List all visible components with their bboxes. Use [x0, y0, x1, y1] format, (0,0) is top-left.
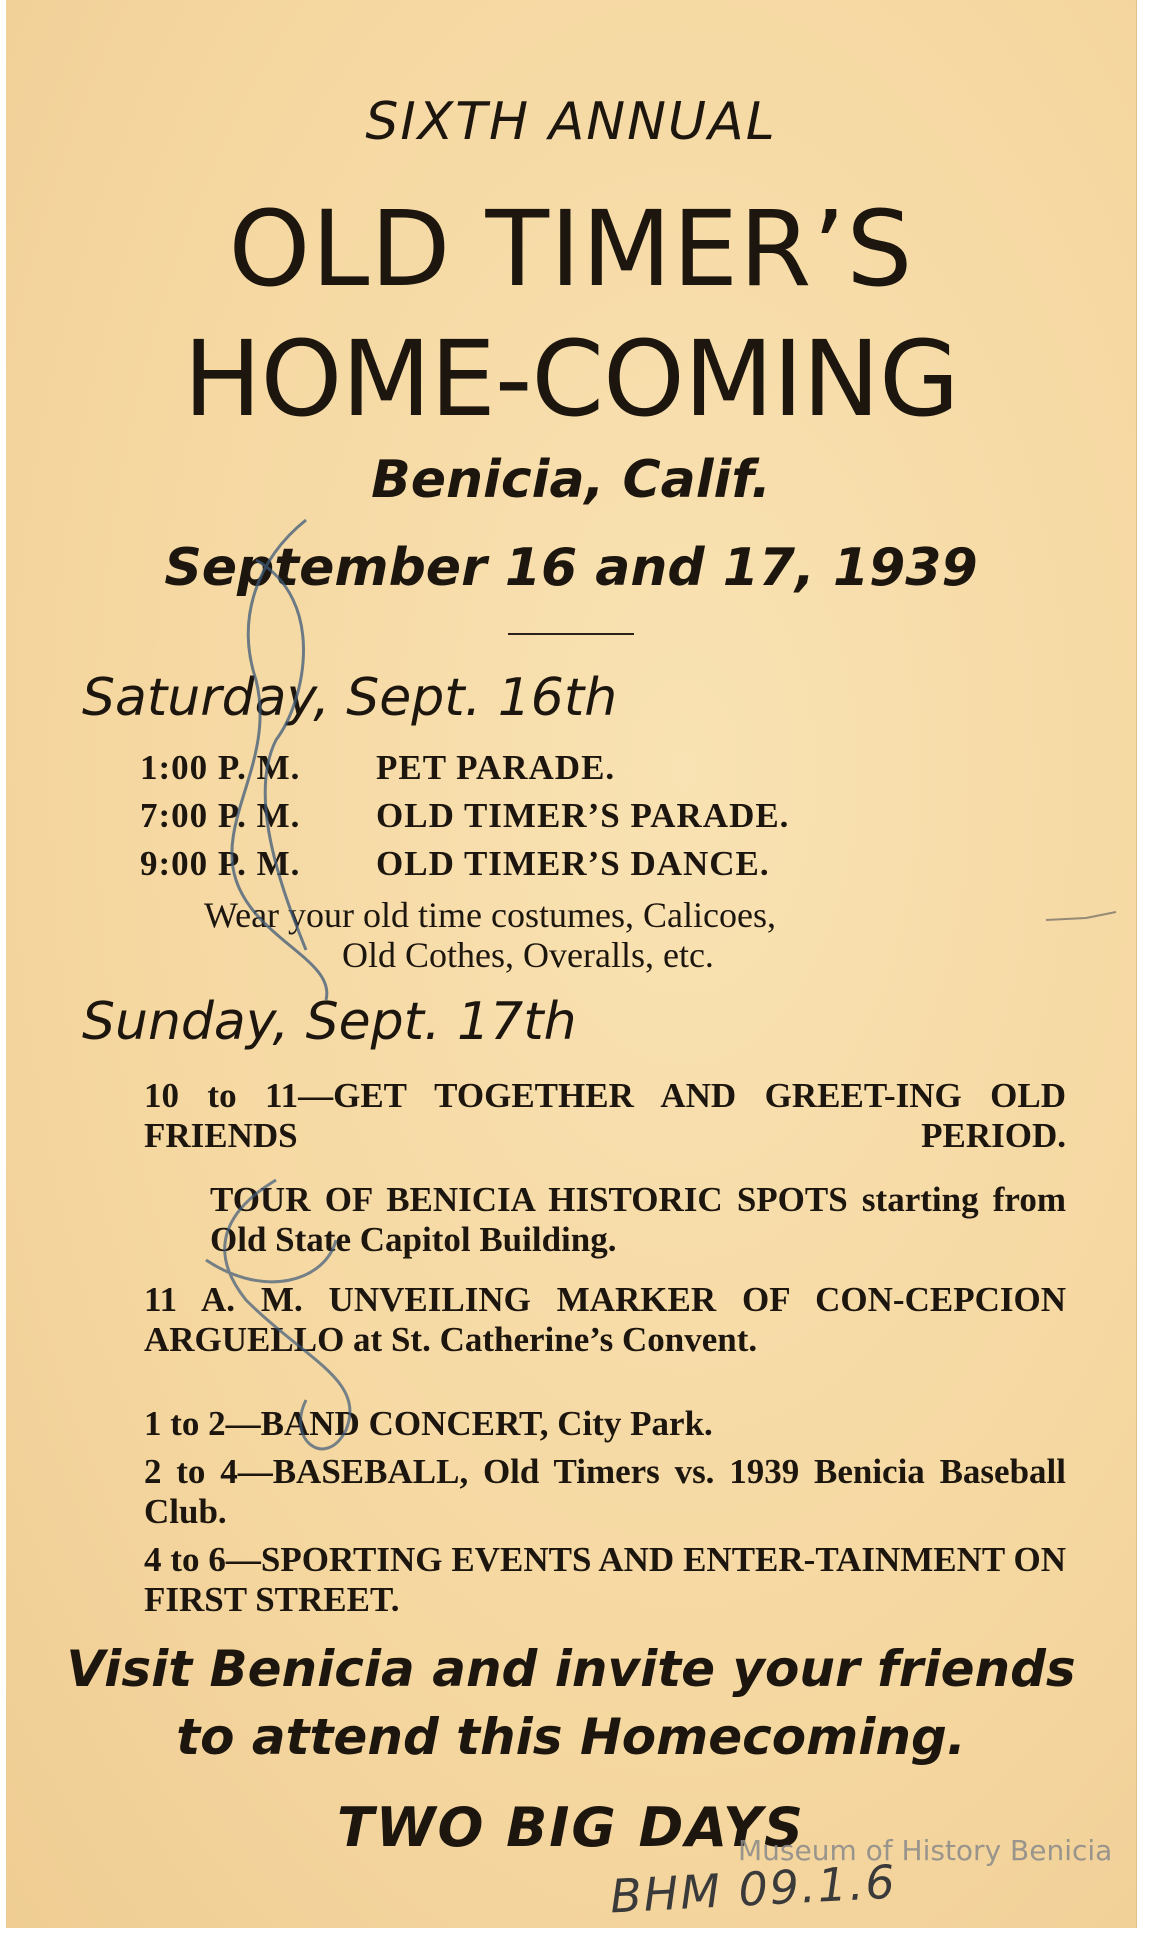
schedule-row	[140, 844, 770, 884]
tagline: TWO BIG DAYS	[337, 1796, 805, 1859]
location: Benicia, Calif.	[371, 450, 771, 510]
postcard	[6, 0, 1136, 1928]
sunday-event: 1 to 2—BAND CONCERT, City Park.	[144, 1404, 713, 1443]
event-dates: September 16 and 17, 1939	[164, 538, 978, 598]
sunday-event	[144, 1076, 1066, 1156]
schedule-row	[140, 748, 615, 788]
schedule-row	[140, 796, 789, 836]
sunday-heading: Sunday, Sept. 17th	[82, 992, 577, 1052]
invite-line-1: Visit Benicia and invite your friends	[66, 1640, 1076, 1698]
museum-watermark: Museum of History Benicia	[738, 1834, 1113, 1867]
saturday-heading: Saturday, Sept. 16th	[82, 668, 618, 728]
edition-heading: SIXTH ANNUAL	[365, 92, 777, 152]
title-line-1: OLD TIMER’S	[228, 188, 914, 310]
event-name: OLD TIMER’S DANCE.	[376, 844, 770, 883]
divider	[508, 633, 634, 635]
invite-line-2: to attend this Homecoming.	[176, 1708, 966, 1766]
sunday-event: 11 A. M. UNVEILING MARKER OF CON-CEPCION ARGUELLO at St. Catherine’s Convent.	[144, 1280, 1066, 1359]
title-line-2: HOME-COMING	[183, 318, 959, 440]
sunday-event: TOUR OF BENICIA HISTORIC SPOTS starting from Old State Capitol Building.	[210, 1180, 1066, 1259]
catalog-number: BHM 09.1.6	[608, 1854, 898, 1924]
event-name: PET PARADE.	[376, 748, 616, 787]
costume-note-line-2: Old Cothes, Overalls, etc.	[342, 935, 714, 975]
event-time: 7:00 P. M.	[140, 796, 301, 835]
event-time: 9:00 P. M.	[140, 844, 301, 883]
event-time: 1:00 P. M.	[140, 748, 301, 787]
sunday-event: 2 to 4—BASEBALL, Old Timers vs. 1939 Benicia Baseball Club.	[144, 1452, 1066, 1531]
costume-note-line-1: Wear your old time costumes, Calicoes,	[204, 895, 776, 935]
sunday-event: 4 to 6—SPORTING EVENTS AND ENTER-TAINMENT ON FIRST STREET.	[144, 1540, 1066, 1619]
event-text: 10 to 11—GET TOGETHER AND GREET-ING OLD FRIENDS PERIOD.	[144, 1076, 1066, 1155]
event-name: OLD TIMER’S PARADE.	[376, 796, 790, 835]
